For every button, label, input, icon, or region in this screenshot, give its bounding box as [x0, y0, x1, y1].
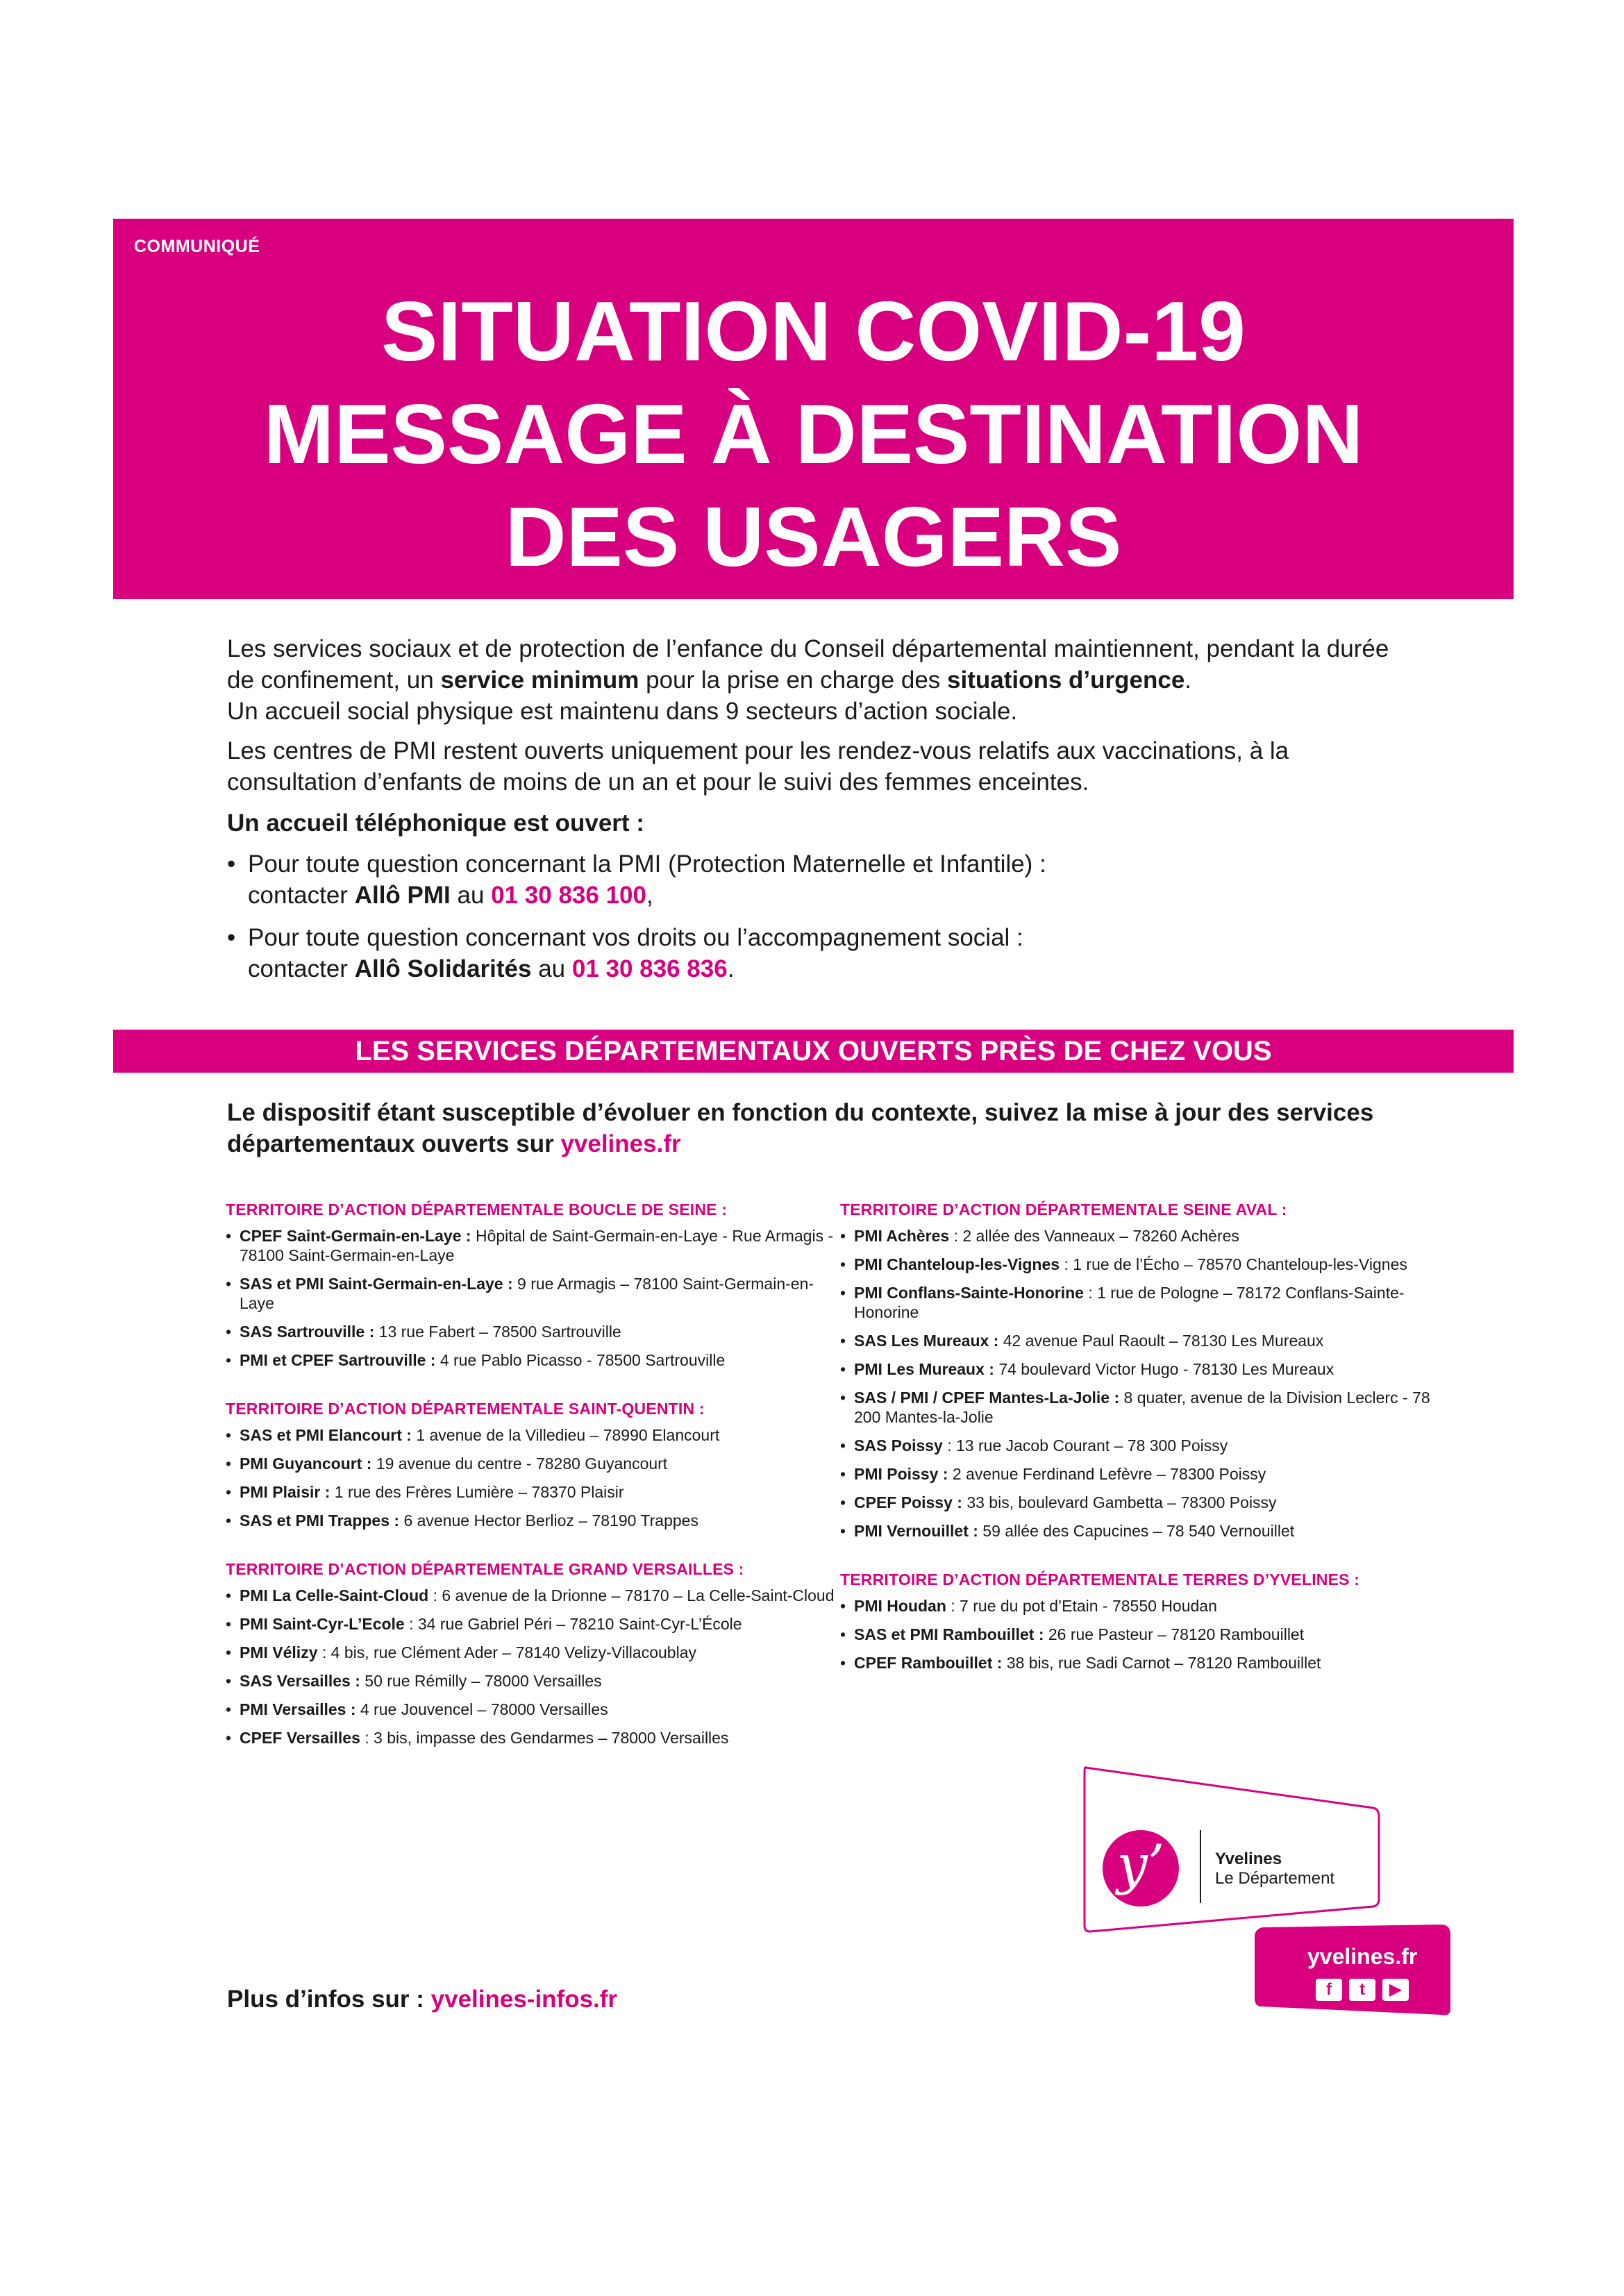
service-item [226, 1728, 837, 1748]
service-address: : 1 rue de l’Écho – 78570 Chanteloup-les-Vignes [1060, 1255, 1407, 1273]
service-item [840, 1359, 1451, 1379]
territory-block [840, 1570, 1451, 1673]
service-item [226, 1614, 837, 1634]
service-address: : 7 rue du pot d’Etain - 78550 Houdan [946, 1597, 1217, 1615]
service-name: SAS et PMI Elancourt : [240, 1426, 412, 1444]
service-address: 59 allée des Capucines – 78 540 Vernouillet [978, 1522, 1295, 1540]
service-item [226, 1322, 837, 1341]
service-address: 1 avenue de la Villedieu – 78990 Elancourt [411, 1426, 720, 1444]
service-list [226, 1226, 837, 1370]
service-address: 74 boulevard Victor Hugo - 78130 Les Mureaux [994, 1360, 1334, 1378]
service-item [840, 1255, 1451, 1274]
youtube-icon[interactable]: ▶ [1382, 1979, 1409, 2001]
social-links [1316, 1979, 1409, 2001]
service-list [226, 1586, 837, 1748]
service-address: : 34 rue Gabriel Péri – 78210 Saint-Cyr-L’École [404, 1615, 742, 1633]
service-address: : 3 bis, impasse des Gendarmes – 78000 Versailles [360, 1729, 729, 1747]
service-name: PMI Vernouillet : [854, 1522, 978, 1540]
service-item [840, 1331, 1451, 1350]
service-name: CPEF Rambouillet : [854, 1654, 1003, 1672]
list-item: • Pour toute question concernant la PMI (Protection Maternelle et Infantile) : contacter Allô PMI au 01 30 836 100, [227, 848, 1407, 911]
territories-right-column [840, 1200, 1451, 1702]
header-banner [113, 219, 1514, 599]
service-name: PMI Poissy : [854, 1465, 948, 1483]
service-name: SAS Sartrouville : [240, 1323, 375, 1341]
twitter-icon[interactable]: t [1349, 1979, 1375, 2001]
service-address: 33 bis, boulevard Gambetta – 78300 Poissy [962, 1493, 1277, 1511]
title-line: DES USAGERS [505, 489, 1122, 584]
section-heading: LES SERVICES DÉPARTEMENTAUX OUVERTS PRÈS DE CHEZ VOUS [113, 1030, 1514, 1073]
service-name: CPEF Versailles [240, 1729, 360, 1747]
logo-divider [1200, 1830, 1201, 1903]
service-address: : 2 allée des Vanneaux – 78260 Achères [949, 1227, 1239, 1245]
service-item [226, 1454, 837, 1473]
service-address: 6 avenue Hector Berlioz – 78190 Trappes [399, 1511, 698, 1530]
service-item [226, 1643, 837, 1662]
service-name: PMI et CPEF Sartrouville : [240, 1351, 436, 1369]
territory-block [226, 1399, 837, 1530]
territory-block [840, 1200, 1451, 1541]
update-notice: Le dispositif étant susceptible d’évoluer en fonction du contexte, suivez la mise à jour des services départementaux ouverts sur yvelines.fr [227, 1099, 1374, 1157]
title-line: SITUATION COVID-19 [381, 284, 1246, 378]
service-address: 9 rue Armagis – 78100 Saint-Germain-en-Laye [240, 1275, 814, 1312]
service-name: PMI Guyancourt : [240, 1455, 372, 1473]
service-address: : 13 rue Jacob Courant – 78 300 Poissy [942, 1436, 1228, 1455]
phone-heading: Un accueil téléphonique est ouvert : [227, 810, 644, 837]
service-address: Hôpital de Saint-Germain-en-Laye - Rue Armagis - 78100 Saint-Germain-en-Laye [240, 1227, 834, 1264]
service-address: 4 rue Jouvencel – 78000 Versailles [355, 1700, 608, 1718]
service-item [226, 1671, 837, 1691]
territory-title: TERRITOIRE D’ACTION DÉPARTEMENTALE BOUCLE DE SEINE : [226, 1200, 728, 1218]
phone-list [227, 848, 1407, 984]
service-item [226, 1425, 837, 1445]
service-item [840, 1493, 1451, 1512]
service-name: SAS et PMI Trappes : [240, 1511, 400, 1530]
service-name: PMI La Celle-Saint-Cloud [240, 1586, 429, 1604]
logo-mark: y’ [1103, 1830, 1179, 1907]
service-item [226, 1350, 837, 1370]
service-item [226, 1226, 837, 1265]
service-item [840, 1521, 1451, 1541]
service-item [226, 1700, 837, 1719]
service-list [226, 1425, 837, 1530]
service-address: 2 avenue Ferdinand Lefèvre – 78300 Poissy [948, 1465, 1266, 1483]
territory-title: TERRITOIRE D’ACTION DÉPARTEMENTALE TERRES D’YVELINES : [840, 1570, 1360, 1589]
service-item [840, 1283, 1451, 1322]
service-name: SAS Poissy [854, 1436, 943, 1455]
territory-block [226, 1200, 837, 1370]
phone-link-solidarites[interactable]: 01 30 836 836 [571, 955, 728, 982]
service-name: PMI Houdan [854, 1597, 946, 1615]
service-address: : 6 avenue de la Drionne – 78170 – La Celle-Saint-Cloud [428, 1586, 835, 1604]
website-tag [1253, 1923, 1456, 2017]
service-item [840, 1226, 1451, 1246]
infos-link[interactable]: yvelines-infos.fr [430, 1986, 618, 2013]
phone-link-pmi[interactable]: 01 30 836 100 [491, 882, 646, 909]
logo-subtitle: Le Département [1215, 1869, 1335, 1888]
facebook-icon[interactable]: f [1316, 1979, 1342, 2001]
service-address: 4 rue Pablo Picasso - 78500 Sartrouville [435, 1351, 726, 1369]
service-name: SAS et PMI Saint-Germain-en-Laye : [240, 1275, 513, 1293]
service-name: SAS et PMI Rambouillet : [854, 1625, 1044, 1643]
service-address: 19 avenue du centre - 78280 Guyancourt [371, 1455, 668, 1473]
territories-left-column [226, 1200, 837, 1777]
service-address: 1 rue des Frères Lumière – 78370 Plaisir [330, 1483, 624, 1501]
service-item [840, 1388, 1451, 1427]
yvelines-link[interactable]: yvelines.fr [560, 1130, 681, 1157]
service-address: 26 rue Pasteur – 78120 Rambouillet [1044, 1625, 1305, 1643]
communique-label: COMMUNIQUÉ [134, 237, 260, 256]
service-name: PMI Versailles : [240, 1700, 356, 1718]
service-name: PMI Saint-Cyr-L’Ecole [240, 1615, 405, 1633]
service-item [840, 1653, 1451, 1673]
service-item [226, 1274, 837, 1313]
service-item [226, 1586, 837, 1605]
tag-shape [1253, 1923, 1456, 2017]
footer-info: Plus d’infos sur : yvelines-infos.fr [227, 1986, 618, 2013]
service-name: SAS Versailles : [240, 1672, 360, 1690]
service-item [840, 1464, 1451, 1484]
service-address: 42 avenue Paul Raoult – 78130 Les Mureaux [998, 1332, 1324, 1350]
service-name: PMI Achères [854, 1227, 950, 1245]
list-item: • Pour toute question concernant vos droits ou l’accompagnement social : contacter Allô Solidarités au 01 30 836 836. [227, 922, 1407, 984]
service-name: SAS / PMI / CPEF Mantes-La-Jolie : [854, 1389, 1120, 1407]
service-item [226, 1511, 837, 1530]
website-url[interactable]: yvelines.fr [1307, 1944, 1418, 1969]
service-address: 8 quater, avenue de la Division Leclerc - 78 200 Mantes-la-Jolie [854, 1389, 1430, 1426]
page-title [113, 280, 1514, 588]
service-name: PMI Chanteloup-les-Vignes [854, 1255, 1060, 1273]
service-name: PMI Conflans-Sainte-Honorine [854, 1284, 1084, 1302]
service-name: CPEF Poissy : [854, 1493, 962, 1511]
service-address: : 4 bis, rue Clément Ader – 78140 Velizy-Villacoublay [317, 1643, 696, 1661]
service-name: PMI Vélizy [240, 1643, 318, 1661]
service-list [840, 1596, 1451, 1673]
service-address: : 1 rue de Pologne – 78172 Conflans-Sainte-Honorine [854, 1284, 1405, 1321]
service-item [840, 1436, 1451, 1455]
territory-title: TERRITOIRE D’ACTION DÉPARTEMENTALE SAINT-QUENTIN : [226, 1400, 705, 1418]
service-name: PMI Plaisir : [240, 1483, 330, 1501]
territory-title: TERRITOIRE D’ACTION DÉPARTEMENTALE GRAND VERSAILLES : [226, 1560, 744, 1578]
yvelines-logo [1082, 1761, 1382, 1933]
service-item [840, 1596, 1451, 1616]
intro-text [227, 633, 1407, 996]
intro-paragraph-2: Les centres de PMI restent ouverts uniquement pour les rendez-vous relatifs aux vaccinations, à la consultation d’enfants de moins de un an et pour le suivi des femmes enceintes. [227, 737, 1289, 796]
logo-name: Yvelines [1215, 1850, 1282, 1868]
service-address: 13 rue Fabert – 78500 Sartrouville [374, 1323, 621, 1341]
service-name: CPEF Saint-Germain-en-Laye : [240, 1227, 471, 1245]
service-item [226, 1482, 837, 1502]
territory-title: TERRITOIRE D’ACTION DÉPARTEMENTALE SEINE AVAL : [840, 1200, 1287, 1218]
service-address: 38 bis, rue Sadi Carnot – 78120 Rambouillet [1002, 1654, 1321, 1672]
territory-block [226, 1559, 837, 1748]
service-name: SAS Les Mureaux : [854, 1332, 999, 1350]
service-name: PMI Les Mureaux : [854, 1360, 994, 1378]
service-address: 50 rue Rémilly – 78000 Versailles [360, 1672, 602, 1690]
title-line: MESSAGE À DESTINATION [263, 387, 1364, 481]
service-list [840, 1226, 1451, 1541]
intro-paragraph-1: Les services sociaux et de protection de l’enfance du Conseil départemental maintiennent, pendant la durée de confinement, un service minimum pour la prise en charge des situations d’urgence. Un accueil social physique est maintenu dans 9 secteurs d’action sociale. [227, 635, 1389, 725]
service-item [840, 1625, 1451, 1644]
